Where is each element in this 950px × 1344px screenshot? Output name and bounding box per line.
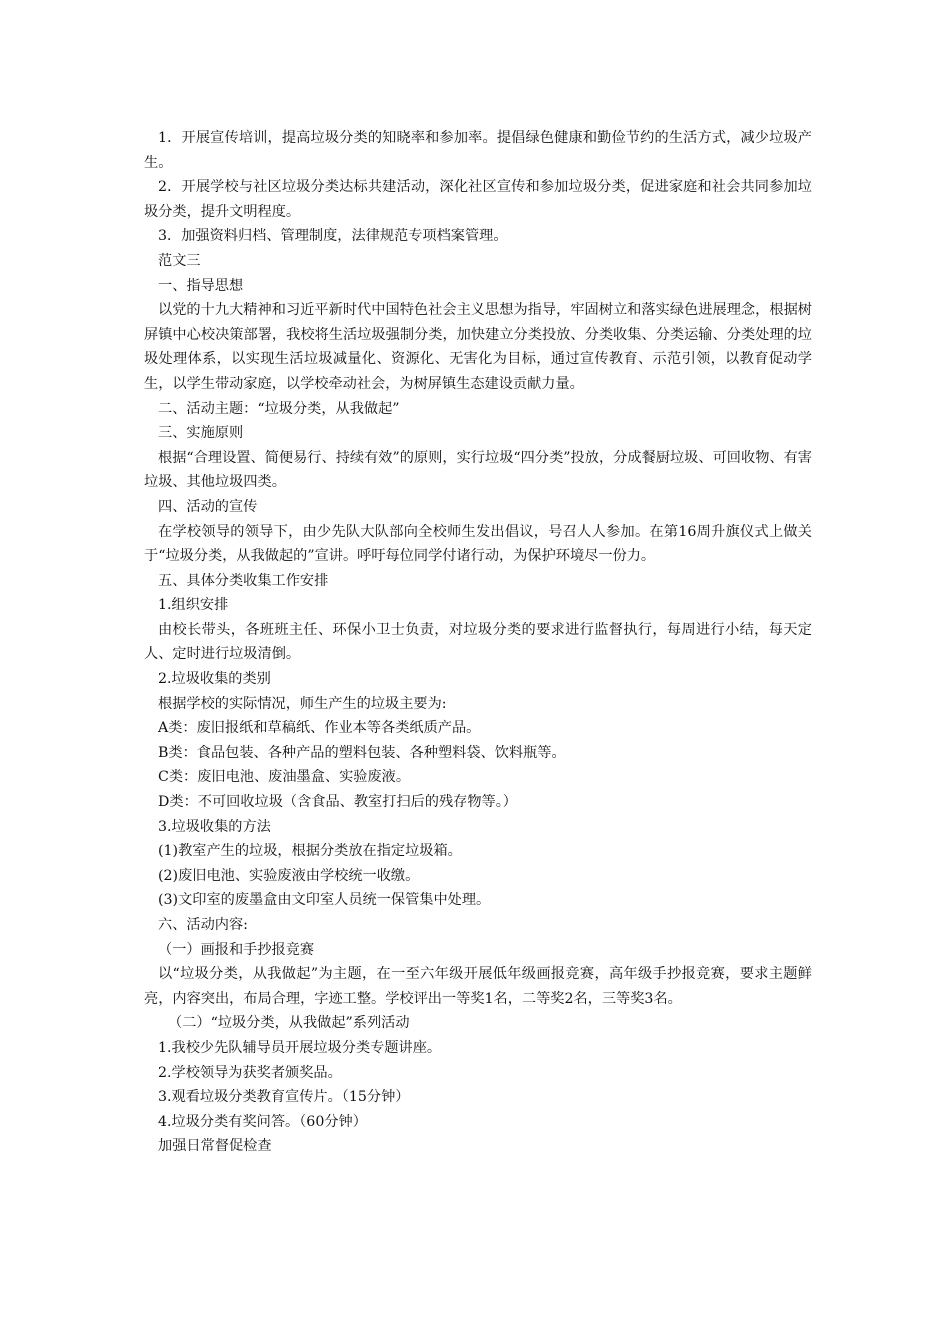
paragraph: 在学校领导的领导下，由少先队大队部向全校师生发出倡议，号召人人参加。在第16周升旗仪式上做关于“垃圾分类，从我做起的”宣讲。呼吁每位同学付诸行动，为保护环境尽一份力。 [144, 523, 812, 565]
paragraph: 一、指导思想 [158, 277, 244, 294]
paragraph: 3.观看垃圾分类教育宣传片。（15分钟） [158, 1089, 410, 1106]
paragraph: 2.垃圾收集的类别 [158, 671, 271, 688]
paragraph: （二）“垃圾分类，从我做起”系列活动 [168, 1015, 410, 1032]
paragraph: （一）画报和手抄报竞赛 [158, 941, 315, 958]
paragraph: 根据学校的实际情况，师生产生的垃圾主要为: [158, 695, 447, 712]
paragraph: 二、活动主题：“垃圾分类，从我做起” [158, 400, 400, 417]
paragraph: D类：不可回收垃圾（含食品、教室打扫后的残存物等。） [158, 794, 517, 811]
paragraph: 4.垃圾分类有奖问答。（60分钟） [158, 1113, 367, 1130]
paragraph: (1)教室产生的垃圾，根据分类放在指定垃圾箱。 [158, 843, 462, 860]
paragraph: 五、具体分类收集工作安排 [158, 572, 329, 589]
paragraph: (3)文印室的废墨盒由文印室人员统一保管集中处理。 [158, 892, 491, 909]
paragraph: 由校长带头，各班班主任、环保小卫士负责，对垃圾分类的要求进行监督执行，每周进行小结，每天定人、定时进行垃圾清倒。 [144, 621, 812, 663]
paragraph: 3.垃圾收集的方法 [158, 818, 271, 835]
paragraph: (2)废旧电池、实验废液由学校统一收缴。 [158, 867, 420, 884]
paragraph: A类：废旧报纸和草稿纸、作业本等各类纸质产品。 [158, 720, 481, 737]
paragraph: 以“垃圾分类，从我做起”为主题，在一至六年级开展低年级画报竞赛，高年级手抄报竞赛，要求主题鲜亮，内容突出，布局合理，字迹工整。学校评出一等奖1名，二等奖2名，三等奖3名。 [144, 966, 812, 1007]
document-page [144, 126, 812, 1159]
paragraph: 1.组织安排 [158, 597, 229, 614]
paragraph: B类：食品包装、各种产品的塑料包装、各种塑料袋、饮料瓶等。 [158, 744, 566, 761]
paragraph: 2.学校领导为获奖者颁奖品。 [158, 1064, 342, 1081]
paragraph: 2．开展学校与社区垃圾分类达标共建活动，深化社区宣传和参加垃圾分类，促进家庭和社会共同参加垃圾分类，提升文明程度。 [144, 179, 812, 220]
paragraph: 三、实施原则 [158, 425, 244, 442]
paragraph: C类：废旧电池、废油墨盒、实验废液。 [158, 769, 411, 786]
paragraph: 根据“合理设置、简便易行、持续有效”的原则，实行垃圾“四分类”投放，分成餐厨垃圾、可回收物、有害垃圾、其他垃圾四类。 [144, 449, 812, 491]
paragraph: 加强日常督促检查 [158, 1138, 272, 1155]
paragraph: 1.我校少先队辅导员开展垃圾分类专题讲座。 [158, 1039, 442, 1056]
paragraph: 1．开展宣传培训，提高垃圾分类的知晓率和参加率。提倡绿色健康和勤俭节约的生活方式，减少垃圾产生。 [144, 130, 812, 171]
paragraph: 以党的十九大精神和习近平新时代中国特色社会主义思想为指导，牢固树立和落实绿色进展理念，根据树屏镇中心校决策部署，我校将生活垃圾强制分类，加快建立分类投放、分类收集、分类运输、分类处理的垃圾处理体系，以实现生活垃圾减量化、资源化、无害化为目标，通过宣传教育、示范引领，以教育促动学生，以学生带动家庭，以学校牵动社会，为树屏镇生态建设贡献力量。 [144, 302, 812, 392]
paragraph: 范文三 [158, 252, 201, 269]
paragraph: 四、活动的宣传 [158, 498, 258, 515]
paragraph: 六、活动内容: [158, 917, 248, 933]
paragraph: 3．加强资料归档、管理制度，法律规范专项档案管理。 [158, 228, 508, 245]
